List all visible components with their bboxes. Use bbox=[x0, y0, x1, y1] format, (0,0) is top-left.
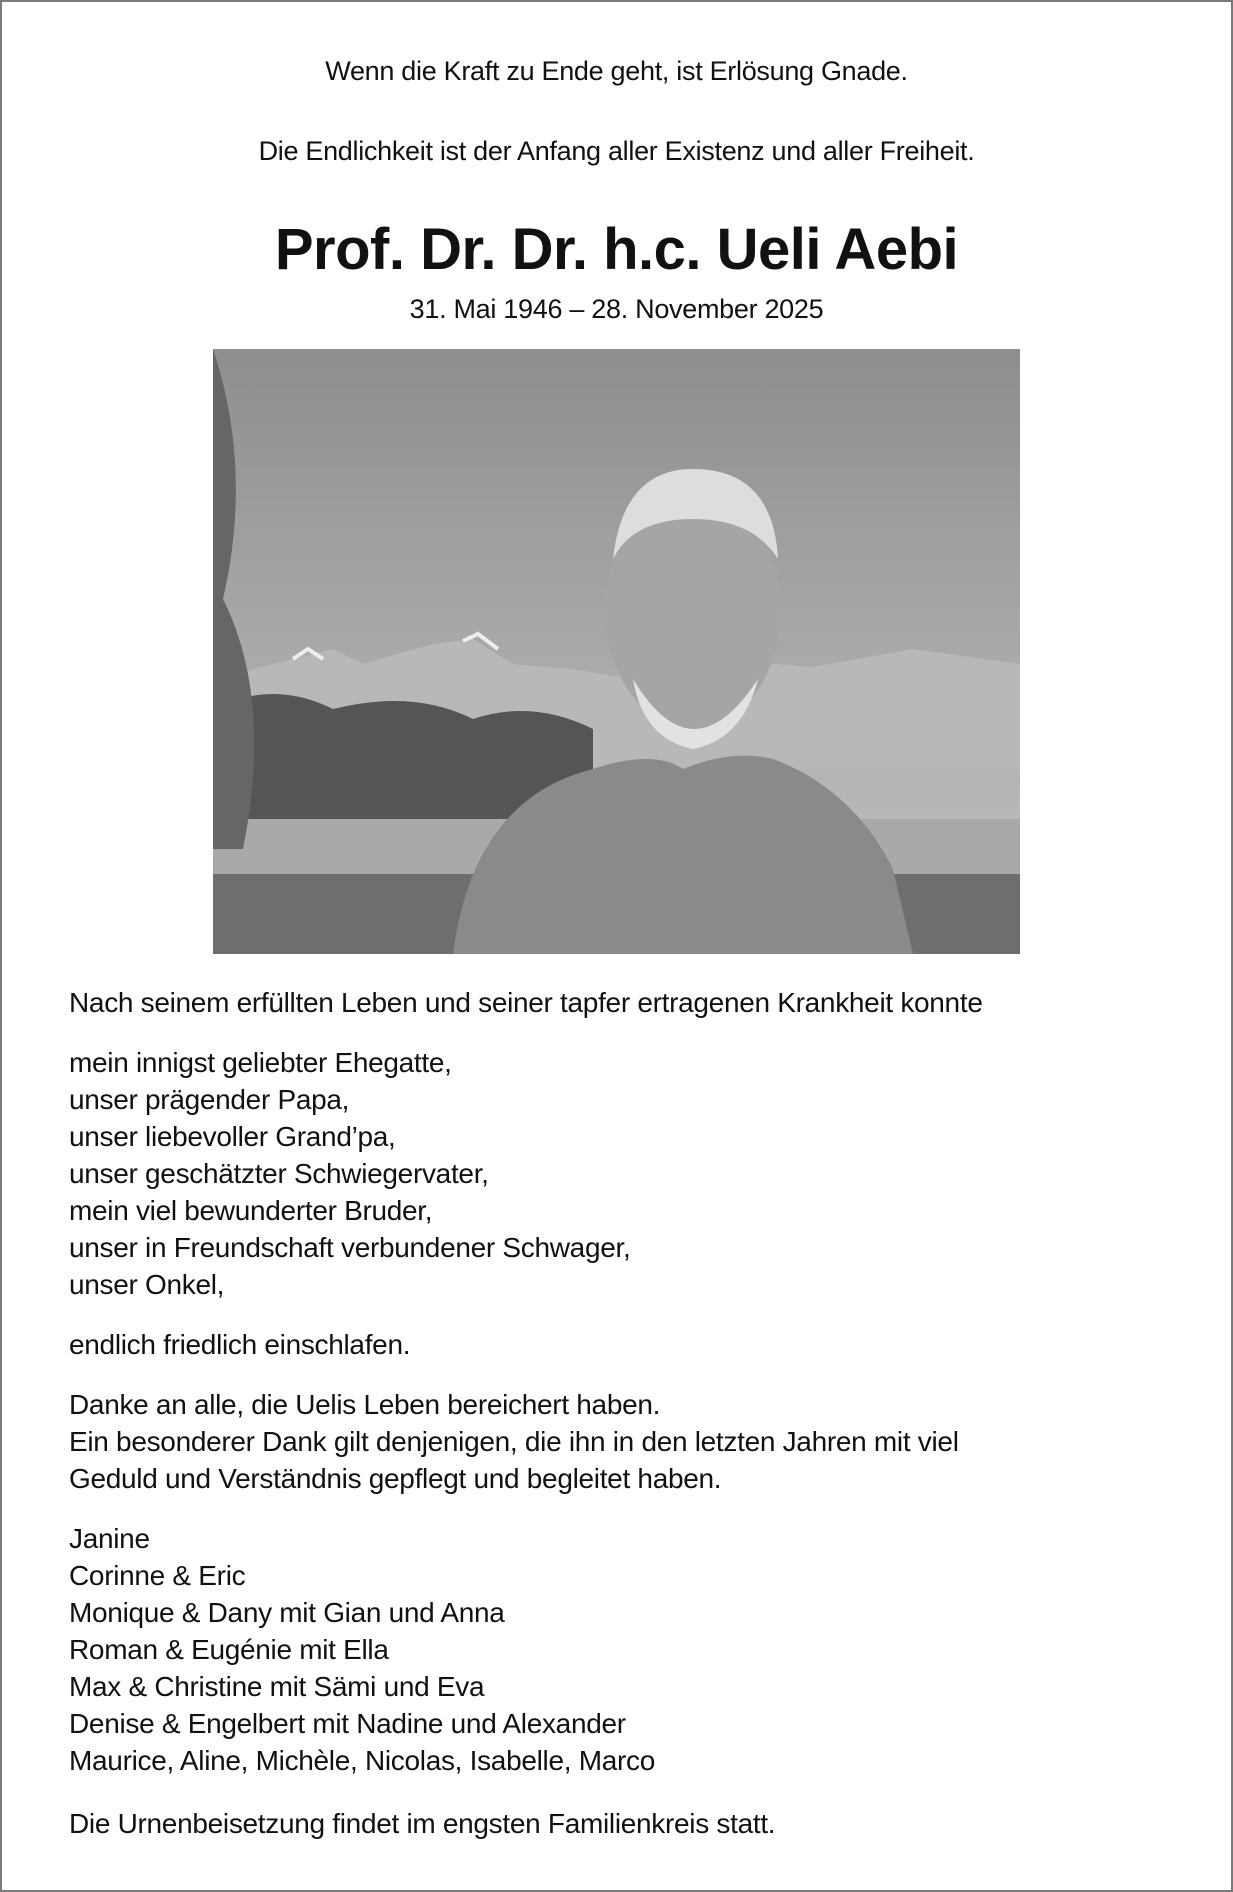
thanks-line: Ein besonderer Dank gilt denjenigen, die ihn in den letzten Jahren mit viel bbox=[69, 1426, 959, 1457]
roles-list bbox=[69, 1044, 630, 1303]
role-item: unser geschätzter Schwiegervater, bbox=[69, 1158, 489, 1189]
role-item: unser in Freundschaft verbundener Schwager, bbox=[69, 1232, 631, 1263]
role-item: unser Onkel, bbox=[69, 1269, 225, 1300]
role-item: mein innigst geliebter Ehegatte, bbox=[69, 1047, 452, 1078]
burial-notice: Die Urnenbeisetzung findet im engsten Familienkreis statt. bbox=[69, 1808, 776, 1839]
portrait-photo bbox=[213, 349, 1020, 954]
family-member: Corinne & Eric bbox=[69, 1560, 246, 1591]
thanks-line: Geduld und Verständnis gepflegt und begleitet haben. bbox=[69, 1463, 722, 1494]
intro-text: Nach seinem erfüllten Leben und seiner tapfer ertragenen Krankheit konnte bbox=[69, 987, 983, 1018]
role-item: mein viel bewunderter Bruder, bbox=[69, 1195, 433, 1226]
family-list bbox=[69, 1520, 655, 1779]
life-dates: 31. Mai 1946 – 28. November 2025 bbox=[409, 294, 824, 324]
family-member: Denise & Engelbert mit Nadine und Alexander bbox=[69, 1708, 626, 1739]
thanks-text bbox=[69, 1386, 959, 1497]
family-member: Maurice, Aline, Michèle, Nicolas, Isabelle, Marco bbox=[69, 1745, 655, 1776]
closing-text: endlich friedlich einschlafen. bbox=[69, 1329, 411, 1360]
quote-line-1: Wenn die Kraft zu Ende geht, ist Erlösung Gnade. bbox=[325, 56, 908, 86]
role-item: unser prägender Papa, bbox=[69, 1084, 350, 1115]
quote-line-2: Die Endlichkeit ist der Anfang aller Existenz und aller Freiheit. bbox=[258, 136, 975, 166]
family-member: Max & Christine mit Sämi und Eva bbox=[69, 1671, 485, 1702]
thanks-line: Danke an alle, die Uelis Leben bereichert haben. bbox=[69, 1389, 661, 1420]
deceased-name: Prof. Dr. Dr. h.c. Ueli Aebi bbox=[274, 217, 959, 282]
family-member: Monique & Dany mit Gian und Anna bbox=[69, 1597, 505, 1628]
family-member: Janine bbox=[69, 1523, 150, 1554]
family-member: Roman & Eugénie mit Ella bbox=[69, 1634, 389, 1665]
role-item: unser liebevoller Grand’pa, bbox=[69, 1121, 396, 1152]
